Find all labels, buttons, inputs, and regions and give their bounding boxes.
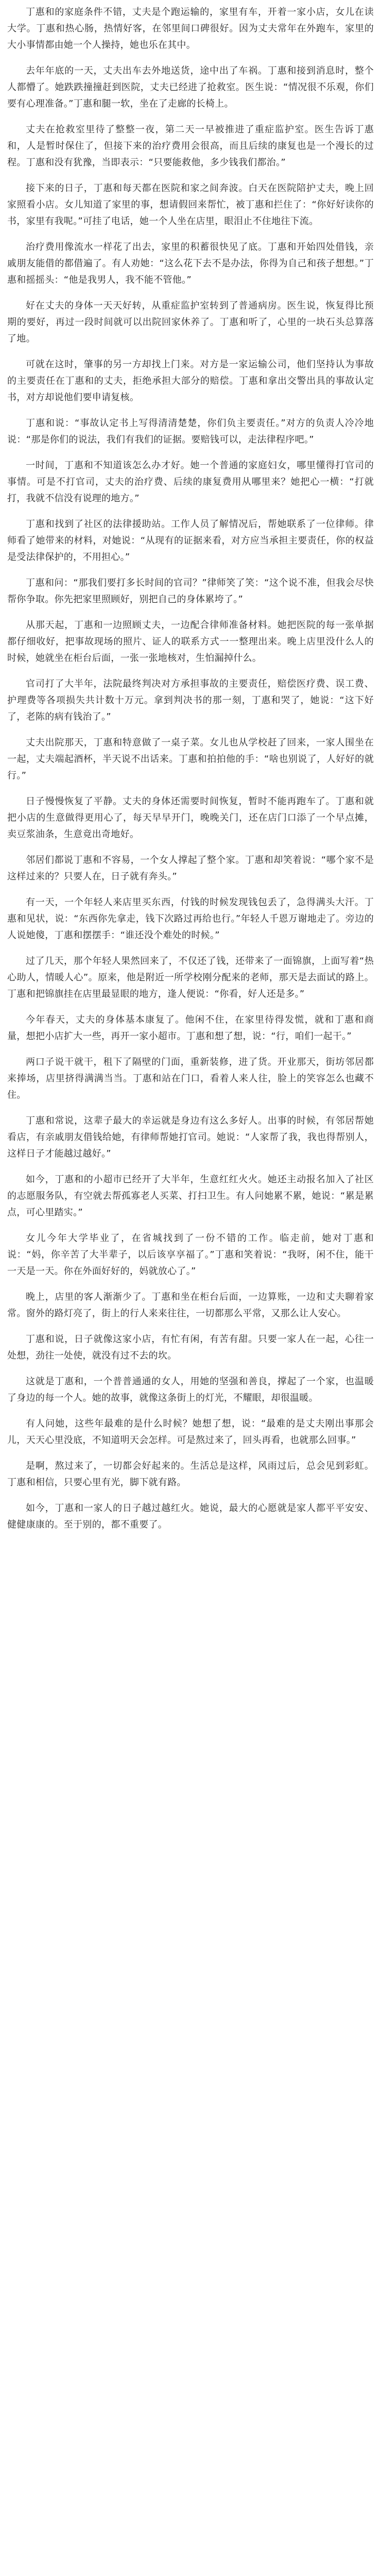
paragraph: 从那天起，丁惠和一边照顾丈夫，一边配合律师准备材料。她把医院的每一张单据都仔细收好，把事故现场的照片、证人的联系方式一一整理出来。晚上店里没什么人的时候，她就坐在柜台后面，一张一张地核对，生怕漏掉什么。 [7,620,374,664]
paragraph: 日子慢慢恢复了平静。丈夫的身体还需要时间恢复，暂时不能再跑车了。丁惠和就把小店的生意做得更用心了，每天早早开门，晚晚关门，还在店门口添了一个早点摊，卖豆浆油条，生意竟出奇地好。 [7,796,374,840]
paragraph: 好在丈夫的身体一天天好转，从重症监护室转到了普通病房。医生说，恢复得比预期的要好，再过一段时间就可以出院回家休养了。丁惠和听了，心里的一块石头总算落了地。 [7,300,374,344]
paragraph: 丁惠和说，日子就像这家小店，有忙有闲，有苦有甜。只要一家人在一起，心往一处想，劲往一处使，就没有过不去的坎。 [7,1334,374,1361]
paragraph: 两口子说干就干，租下了隔壁的门面，重新装修，进了货。开业那天，街坊邻居都来捧场，店里挤得满满当当。丁惠和站在门口，看着人来人往，脸上的笑容怎么也藏不住。 [7,1057,374,1100]
paragraph: 邻居们都说丁惠和不容易，一个女人撑起了整个家。丁惠和却笑着说：“哪个家不是这样过来的？只要人在，日子就有奔头。” [7,855,374,882]
paragraph: 官司打了大半年，法院最终判决对方承担事故的主要责任，赔偿医疗费、误工费、护理费等各项损失共计数十万元。拿到判决书的那一刻，丁惠和哭了，她说：“这下好了，老陈的病有钱治了。” [7,679,374,722]
article-body [7,4,374,1533]
paragraph: 有人问她，这些年最难的是什么时候？她想了想，说：“最难的是丈夫刚出事那会儿，天天心里没底，不知道明天会怎样。可是熬过来了，回头再看，也就那么回事。” [7,1418,374,1446]
paragraph: 丈夫出院那天，丁惠和特意做了一桌子菜。女儿也从学校赶了回来，一家人围坐在一起，丈夫端起酒杯，半天说不出话来。丁惠和拍拍他的手：“啥也别说了，人好好的就行。” [7,737,374,781]
paragraph: 去年年底的一天，丈夫出车去外地送货，途中出了车祸。丁惠和接到消息时，整个人都懵了。她跌跌撞撞赶到医院，丈夫已经进了抢救室。医生说：“情况很不乐观，你们要有心理准备。”丁惠和腿一软，坐在了走廊的长椅上。 [7,65,374,109]
paragraph: 丁惠和找到了社区的法律援助站。工作人员了解情况后，帮她联系了一位律师。律师看了她带来的材料，对她说：“从现有的证据来看，对方应当承担主要责任，你的权益是受法律保护的，不用担心。” [7,519,374,563]
paragraph: 是啊，熬过来了，一切都会好起来的。生活总是这样，风雨过后，总会见到彩虹。丁惠和相信，只要心里有光，脚下就有路。 [7,1461,374,1488]
paragraph: 丈夫在抢救室里待了整整一夜，第二天一早被推进了重症监护室。医生告诉丁惠和，人是暂时保住了，但接下来的治疗费用会很高，而且后续的康复也是一个漫长的过程。丁惠和没有犹豫，当即表示：“只要能救他，多少钱我们都治。” [7,124,374,168]
paragraph: 女儿今年大学毕业了，在省城找到了一份不错的工作。临走前，她对丁惠和说：“妈，你辛苦了大半辈子，以后该享享福了。”丁惠和笑着说：“我呀，闲不住，能干一天是一天。你在外面好好的，妈就放心了。” [7,1233,374,1277]
paragraph: 治疗费用像流水一样花了出去，家里的积蓄很快见了底。丁惠和开始四处借钱，亲戚朋友能借的都借遍了。有人劝她：“这么花下去不是办法，你得为自己和孩子想想。”丁惠和摇摇头：“他是我男人，我不能不管他。” [7,242,374,285]
paragraph: 今年春天，丈夫的身体基本康复了。他闲不住，在家里待得发慌，就和丁惠和商量，想把小店扩大一些，再开一家小超市。丁惠和想了想，说：“行，咱们一起干。” [7,1014,374,1042]
paragraph: 过了几天，那个年轻人果然回来了，不仅还了钱，还带来了一面锦旗，上面写着“热心助人，情暖人心”。原来，他是附近一所学校刚分配来的老师，那天是去面试的路上。丁惠和把锦旗挂在店里最显眼的地方，逢人便说：“你看，好人还是多。” [7,956,374,999]
paragraph: 晚上，店里的客人渐渐少了。丁惠和坐在柜台后面，一边算账，一边和丈夫聊着家常。窗外的路灯亮了，街上的行人来来往往，一切都那么平常，又那么让人安心。 [7,1292,374,1319]
paragraph: 丁惠和的家庭条件不错，丈夫是个跑运输的，家里有车，开着一家小店，女儿在读大学。丁惠和热心肠，热情好客，在邻里间口碑很好。因为丈夫常年在外跑车，家里的大小事情都由她一个人操持，她也乐在其中。 [7,7,374,50]
paragraph: 丁惠和常说，这辈子最大的幸运就是身边有这么多好人。出事的时候，有邻居帮她看店，有亲戚朋友借钱给她，有律师帮她打官司。她说：“人家帮了我，我也得帮别人，这样日子才能越过越好。” [7,1115,374,1159]
paragraph: 一时间，丁惠和不知道该怎么办才好。她一个普通的家庭妇女，哪里懂得打官司的事情。可是不打官司，丈夫的治疗费、后续的康复费用从哪里来？她把心一横：“打就打，我就不信没有说理的地方。” [7,460,374,504]
paragraph: 有一天，一个年轻人来店里买东西，付钱的时候发现钱包丢了，急得满头大汗。丁惠和见状，说：“东西你先拿走，钱下次路过再给也行。”年轻人千恩万谢地走了。旁边的人说她傻，丁惠和摆摆手：“谁还没个难处的时候。” [7,897,374,941]
paragraph: 可就在这时，肇事的另一方却找上门来。对方是一家运输公司，他们坚持认为事故的主要责任在丁惠和的丈夫，拒绝承担大部分的赔偿。丁惠和拿出交警出具的事故认定书，对方却说他们要申请复核。 [7,359,374,403]
paragraph: 丁惠和问：“那我们要打多长时间的官司？”律师笑了笑：“这个说不准，但我会尽快帮你争取。你先把家里照顾好，别把自己的身体累垮了。” [7,578,374,605]
paragraph: 如今，丁惠和的小超市已经开了大半年，生意红红火火。她还主动报名加入了社区的志愿服务队，有空就去帮孤寡老人买菜、打扫卫生。有人问她累不累，她说：“累是累点，可心里踏实。” [7,1174,374,1218]
paragraph: 丁惠和说：“事故认定书上写得清清楚楚，你们负主要责任。”对方的负责人冷冷地说：“那是你们的说法，我们有我们的证据。要赔钱可以，走法律程序吧。” [7,418,374,445]
paragraph: 如今，丁惠和一家人的日子越过越红火。她说，最大的心愿就是家人都平平安安、健健康康的。至于别的，都不重要了。 [7,1503,374,1530]
paragraph: 接下来的日子，丁惠和每天都在医院和家之间奔波。白天在医院陪护丈夫，晚上回家照看小店。女儿知道了家里的事，想请假回来帮忙，被丁惠和拦住了：“你好好读你的书，家里有我呢。”可挂了电话，她一个人坐在店里，眼泪止不住地往下流。 [7,183,374,227]
paragraph: 这就是丁惠和，一个普普通通的女人，用她的坚强和善良，撑起了一个家，也温暖了身边的每一个人。她的故事，就像这条街上的灯光，不耀眼，却很温暖。 [7,1376,374,1403]
